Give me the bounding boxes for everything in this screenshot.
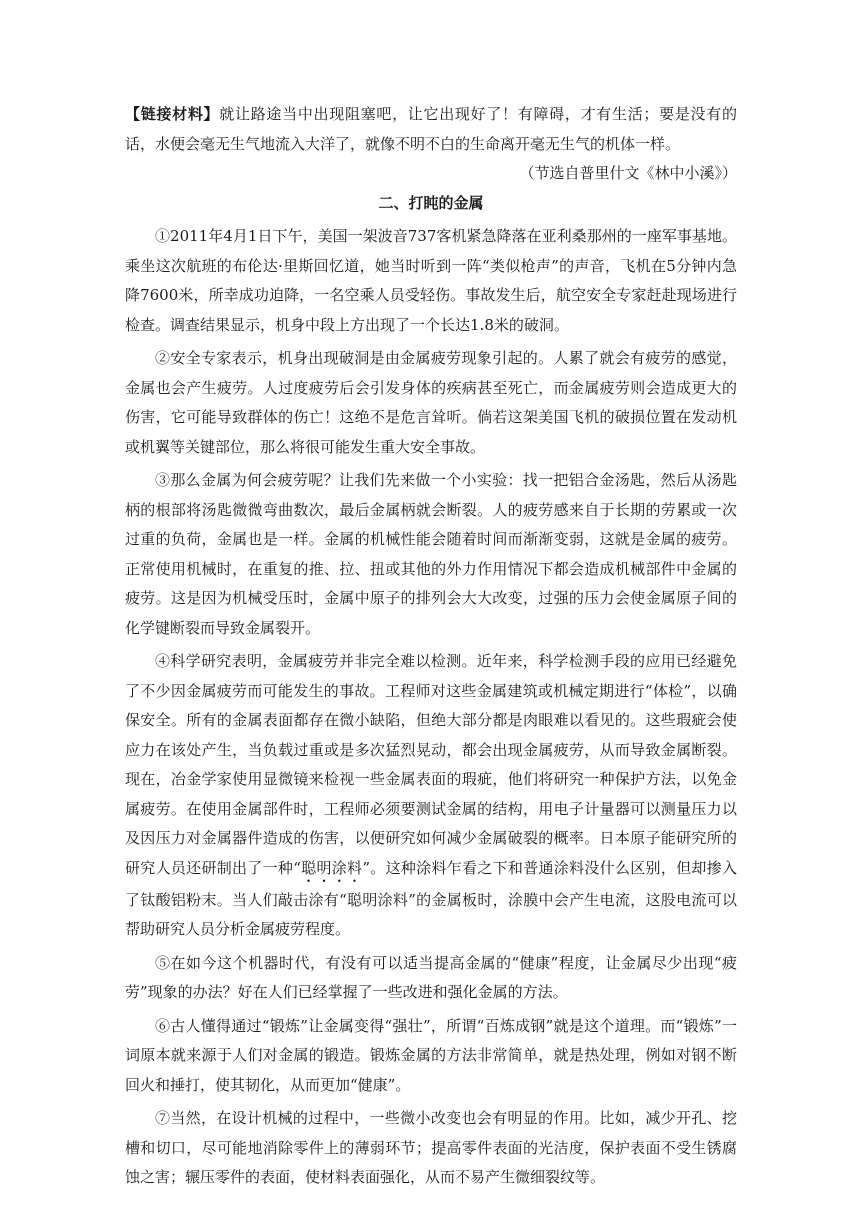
document-page [125,100,737,1193]
link-material-tag: 【链接材料】 [125,105,220,123]
link-material-source: （节选自普里什文《林中小溪》） [519,164,737,182]
paragraph-4-part-a: ④科学研究表明，金属疲劳并非完全难以检测。近年来，科学检测手段的应用已经避免了不少因金属疲劳而可能发生的事故。工程师对这些金属建筑或机械定期进行“体检”，以确保安全。所有的金属表面都存在微小缺陷，但绝大部分都是肉眼难以看见的。这些瑕疵会使应力在该处产生，当负载过重或是多次猛烈晃动，都会出现金属疲劳，从而导致金属断裂。现在，冶金学家使用显微镜来检视一些金属表面的瑕疵，他们将研究一种保护方法，以免金属疲劳。在使用金属部件时，工程师必须要测试金属的结构，用电子计量器可以测量压力以及因压力对金属器件造成的伤害，以便研究如何减少金属破裂的概率。日本原子能研究所的研究人员还研制出了一种“ [125,652,737,877]
paragraph-7: ⑦当然，在设计机械的过程中，一些微小改变也会有明显的作用。比如，减少开孔、挖槽和切口，尽可能地消除零件上的薄弱环节；提高零件表面的光洁度，保护表面不受生锈腐蚀之害；辗压零件的表面，使材料表面强化，从而不易产生微细裂纹等。 [125,1109,737,1186]
paragraph-6: ⑥古人懂得通过“锻炼”让金属变得“强壮”，所谓“百炼成钢”就是这个道理。而“锻炼”一词原本就来源于人们对金属的锻造。锻炼金属的方法非常简单，就是热处理，例如对钢不断回火和捶打，使其韧化，从而更加“健康”。 [125,1016,737,1094]
paragraph-2: ②安全专家表示，机身出现破洞是由金属疲劳现象引起的。人累了就会有疲劳的感觉，金属也会产生疲劳。人过度疲劳后会引发身体的疾病甚至死亡，而金属疲劳则会造成更大的伤害，它可能导致群体的伤亡！这绝不是危言耸听。倘若这架美国飞机的破损位置在发动机或机翼等关键部位，那么将很可能发生重大安全事故。 [125,349,737,456]
emphasized-term: 聪明涂料 [300,858,363,877]
section-title: 二、打盹的金属 [378,193,484,212]
paragraph-1: ①2011年4月1日下午，美国一架波音737客机紧急降落在亚利桑那州的一座军事基地。乘坐这次航班的布伦达·里斯回忆道，她当时听到一阵“类似枪声”的声音，飞机在5分钟内急降7600米，所幸成功迫降，一名空乘人员受轻伤。事故发生后，航空安全专家赶赴现场进行检查。调查结果显示，机身中段上方出现了一个长达1.8米的破洞。 [125,227,737,334]
link-material-paragraph [125,100,737,159]
paragraph-4-part-b: ”。这种涂料乍看之下和普通涂料没什么区别，但却掺入了钛酸铝粉末。当人们敲击涂有“聪明涂料”的金属板时，涂膜中会产生电流，这股电流可以帮助研究人员分析金属疲劳程度。 [125,858,737,938]
link-material-text: 就让路途当中出现阻塞吧，让它出现好了！有障碍，才有生活；要是没有的话，水便会毫无生气地流入大洋了，就像不明不白的生命离开毫无生气的机体一样。 [125,105,737,153]
paragraph-3: ③那么金属为何会疲劳呢？让我们先来做一个小实验：找一把铝合金汤匙，然后从汤匙柄的根部将汤匙微微弯曲数次，最后金属柄就会断裂。人的疲劳感来自于长期的劳累或一次过重的负荷，金属也是一样。金属的机械性能会随着时间而渐渐变弱，这就是金属的疲劳。正常使用机械时，在重复的推、拉、扭或其他的外力作用情况下都会造成机械部件中金属的疲劳。这是因为机械受压时，金属中原子的排列会大大改变，过强的压力会使金属原子间的化学键断裂而导致金属裂开。 [125,471,737,637]
paragraph-5: ⑤在如今这个机器时代，有没有可以适当提高金属的“健康”程度，让金属尽少出现“疲劳”现象的办法？好在人们已经掌握了一些改进和强化金属的方法。 [125,953,737,1001]
paragraph-4 [125,647,737,945]
